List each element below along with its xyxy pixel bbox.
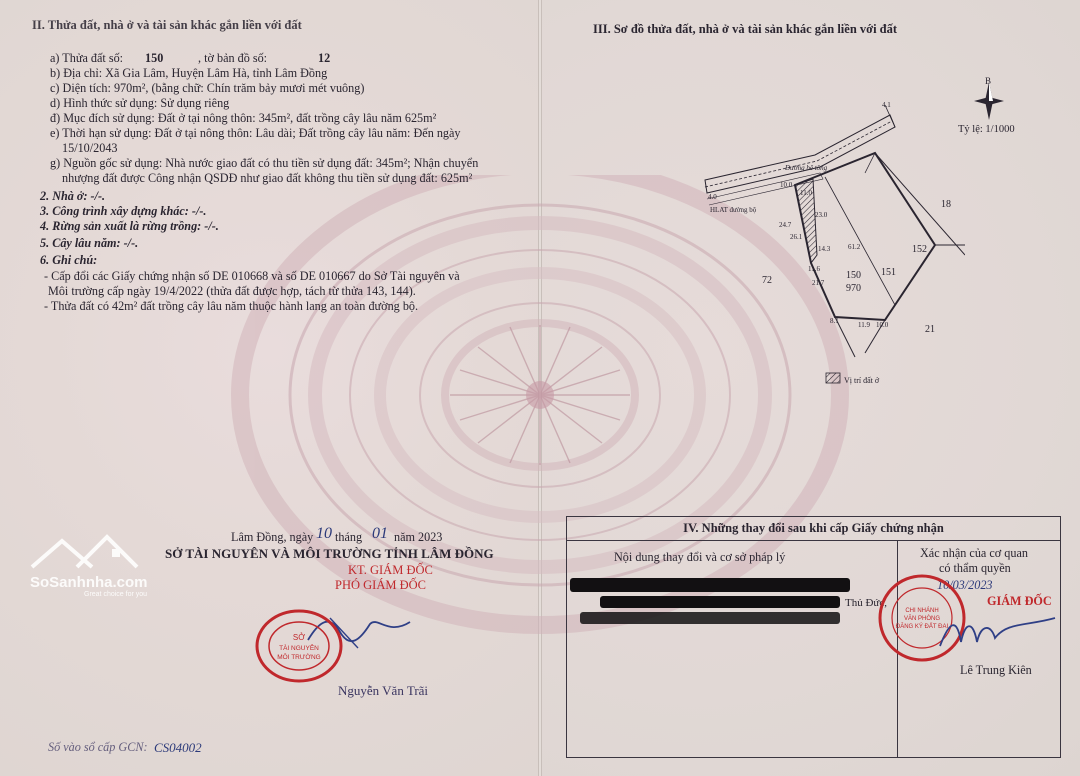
north-label: B (985, 76, 992, 86)
issuing-agency: SỞ TÀI NGUYÊN VÀ MÔI TRƯỜNG TỈNH LÂM ĐỒNG (165, 546, 494, 561)
redacted-block (570, 578, 850, 592)
notes-title: 6. Ghi chú: (40, 253, 98, 267)
parcel-number-label: a) Thửa đất số: (50, 51, 124, 65)
dim-label: 24.7 (779, 221, 792, 229)
note-line: Môi trường cấp ngày 19/4/2022 (thửa đất được hợp, tách từ thửa 143, 144). (48, 284, 416, 298)
svg-text:CHI NHÁNH: CHI NHÁNH (905, 608, 939, 614)
dim-label: 10.0 (876, 321, 889, 329)
house-logo-icon (22, 527, 172, 575)
department-seal (253, 608, 345, 684)
dim-label: 10.0 (780, 181, 793, 189)
forest-item: 4. Rừng sản xuất là rừng trồng: -/-. (40, 219, 219, 233)
confirm-signature (935, 612, 1060, 656)
issue-date-prefix: Lâm Đồng, ngày (231, 530, 314, 544)
dim-label: 4.1 (882, 101, 891, 109)
usage-form-line: d) Hình thức sử dụng: Sử dụng riêng (50, 96, 230, 110)
parcel-area: 970 (846, 283, 861, 294)
section-2-title: II. Thửa đất, nhà ở và tài sản khác gắn liền với đất (32, 18, 302, 32)
neighbor-parcel: 21 (925, 324, 935, 335)
svg-text:VĂN PHÒNG: VĂN PHÒNG (903, 616, 941, 622)
neighbor-parcel: 152 (912, 244, 927, 255)
confirm-signer: Lê Trung Kiên (960, 663, 1032, 677)
address-line: b) Địa chỉ: Xã Gia Lâm, Huyện Lâm Hà, tỉnh Lâm Đồng (50, 66, 328, 80)
column-header-confirm-2: có thẩm quyền (939, 561, 1011, 575)
change-fragment: Thủ Đức, (845, 597, 888, 609)
neighbor-parcel: 18 (941, 199, 951, 210)
confirm-date: 10/03/2023 (937, 578, 993, 592)
dim-label: 8.1 (830, 317, 839, 325)
deputy-director: PHÓ GIÁM ĐỐC (335, 578, 426, 592)
dim-label: 4.0 (708, 193, 717, 201)
svg-text:MÔI TRƯỜNG: MÔI TRƯỜNG (277, 654, 321, 661)
issue-year: năm 2023 (394, 530, 443, 544)
hlat-label: HLAT đường bộ (710, 206, 757, 214)
changes-title: IV. Những thay đổi sau khi cấp Giấy chứng nhận (567, 517, 1060, 541)
serial-label: Số vào sổ cấp GCN: (48, 740, 148, 754)
parcel-number: 150 (846, 270, 861, 281)
confirm-director: GIÁM ĐỐC (987, 594, 1052, 608)
legend-label: Vị trí đất ở (844, 376, 880, 385)
section-3-title: III. Sơ đồ thửa đất, nhà ở và tài sản khác gắn liền với đất (593, 22, 898, 36)
dim-label: 11.6 (808, 265, 820, 273)
house-item: 2. Nhà ở: -/-. (40, 189, 106, 203)
watermark-tagline: Great choice for you (84, 591, 148, 598)
dim-label: 11.0 (800, 189, 812, 197)
dim-label: 21.7 (812, 279, 825, 287)
usage-purpose-line: đ) Mục đích sử dụng: Đất ở tại nông thôn: 345m², đất trồng cây lâu năm 625m² (50, 111, 437, 125)
scale-label: Tỷ lệ: 1/1000 (958, 124, 1015, 135)
svg-text:ĐĂNG KÝ ĐẤT ĐAI: ĐĂNG KÝ ĐẤT ĐAI (895, 624, 949, 630)
signer-name: Nguyễn Văn Trãi (338, 683, 429, 698)
origin-line-1: g) Nguồn gốc sử dụng: Nhà nước giao đất có thu tiền sử dụng đất: 345m²; Nhận chuyển (50, 156, 479, 170)
dim-label: 26.1 (790, 233, 803, 241)
neighbor-parcel: 151 (881, 267, 896, 278)
neighbor-parcel: 72 (762, 275, 772, 286)
sosanhnha-watermark (22, 527, 172, 602)
perennial-item: 5. Cây lâu năm: -/-. (40, 236, 139, 250)
svg-text:SỞ: SỞ (292, 633, 306, 642)
note-line: - Thửa đất có 42m² đất trồng cây lâu năm thuộc hành lang an toàn đường bộ. (44, 299, 419, 313)
issue-month-label: tháng (335, 530, 363, 544)
road-label: Đường bê tông (785, 164, 828, 172)
construction-item: 3. Công trình xây dựng khác: -/-. (40, 204, 207, 218)
dim-label: 61.2 (848, 243, 861, 251)
dim-label: 14.3 (818, 245, 831, 253)
redacted-block (600, 596, 840, 608)
redacted-block (580, 612, 840, 624)
watermark-brand: SoSanhnha.com (30, 574, 148, 591)
note-line: - Cấp đổi các Giấy chứng nhận số DE 010668 và số DE 010667 do Sở Tài nguyên và (44, 269, 460, 283)
map-sheet-value: 12 (318, 51, 331, 65)
serial-value: CS04002 (154, 740, 202, 755)
svg-text:TÀI NGUYÊN: TÀI NGUYÊN (279, 645, 319, 652)
parcel-number-value: 150 (145, 51, 164, 65)
north-arrow-icon (972, 80, 1006, 122)
kt-director: KT. GIÁM ĐỐC (348, 563, 433, 577)
usage-term-date: 15/10/2043 (62, 141, 118, 155)
issue-day: 10 (316, 525, 332, 542)
area-line: c) Diện tích: 970m², (bằng chữ: Chín trăm bảy mươi mét vuông) (50, 81, 365, 95)
column-header-confirm-1: Xác nhận của cơ quan (920, 546, 1028, 560)
map-sheet-label: , tờ bản đồ số: (198, 51, 268, 65)
issue-month: 01 (372, 525, 388, 542)
origin-line-2: nhượng đất được Công nhận QSDĐ như giao đất không thu tiền sử dụng đất: 625m² (62, 171, 473, 185)
column-header-content: Nội dung thay đổi và cơ sở pháp lý (614, 550, 786, 564)
dim-label: 23.0 (815, 211, 828, 219)
dim-label: 11.9 (858, 321, 870, 329)
usage-term-line: e) Thời hạn sử dụng: Đất ở tại nông thôn: Lâu dài; Đất trồng cây lâu năm: Đến ngày (50, 126, 461, 140)
